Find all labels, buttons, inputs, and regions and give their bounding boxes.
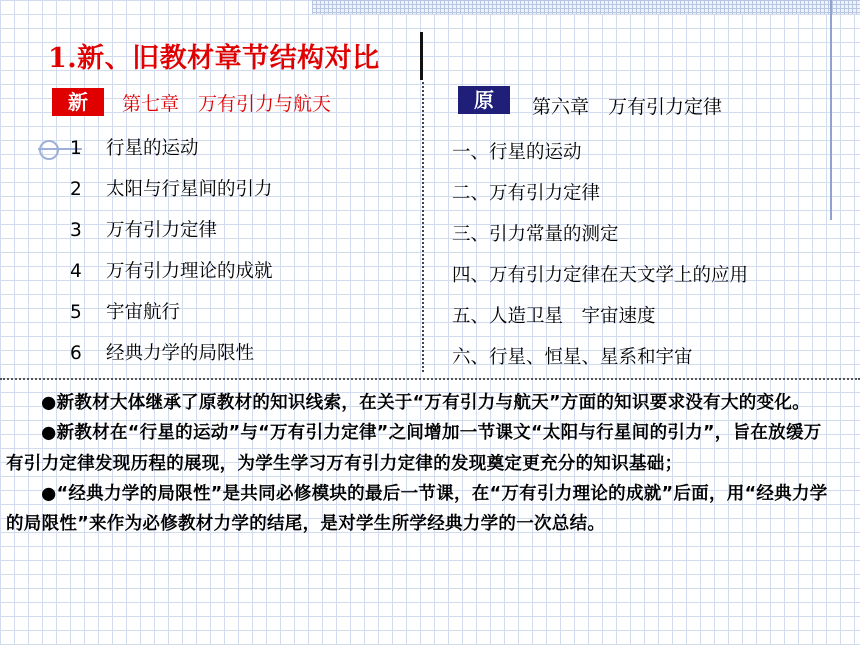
- item-label: 太阳与行星间的引力: [106, 179, 273, 200]
- item-label: 行星的运动: [106, 138, 199, 159]
- list-item: 六、行星、恒星、星系和宇宙: [452, 347, 693, 368]
- item-number: 2: [70, 179, 82, 200]
- list-item: 二、万有引力定律: [452, 183, 601, 204]
- column-divider: [422, 82, 424, 372]
- list-item: [70, 175, 273, 216]
- item-number: 5: [70, 302, 82, 323]
- note-paragraph: ●新教材在“行星的运动”与“万有引力定律”之间增加一节课文“太阳与行星间的引力”，旨在放缓万有引力定律发现历程的展现，为学生学习万有引力定律的发现奠定更充分的知识基础；: [6, 423, 822, 474]
- item-label: 万有引力定律: [106, 220, 218, 241]
- decorative-vertical-rule: [830, 0, 832, 220]
- item-label: 宇宙航行: [106, 302, 181, 323]
- notes-section: [6, 388, 836, 539]
- list-item: 一、行星的运动: [452, 142, 582, 163]
- item-number: 3: [70, 220, 82, 241]
- list-item: 三、引力常量的测定: [452, 224, 619, 245]
- page-title: 1.新、旧教材章节结构对比: [48, 43, 380, 74]
- list-item: [70, 216, 273, 257]
- new-chapter-title: 第七章 万有引力与航天: [122, 93, 332, 115]
- item-label: 万有引力理论的成就: [106, 261, 273, 282]
- header-pattern-strip: [312, 0, 860, 14]
- new-badge: 新: [52, 88, 104, 116]
- list-item: 四、万有引力定律在天文学上的应用: [452, 265, 749, 286]
- new-chapter-list: [70, 134, 273, 380]
- list-marker-icon: [38, 139, 60, 161]
- item-number: 4: [70, 261, 82, 282]
- title-divider: [420, 32, 423, 80]
- item-label: 经典力学的局限性: [106, 343, 255, 364]
- list-item: [70, 257, 273, 298]
- note-paragraph: ●新教材大体继承了原教材的知识线索，在关于“万有引力与航天”方面的知识要求没有大的变化。: [41, 393, 810, 413]
- list-item: 五、人造卫星 宇宙速度: [452, 306, 656, 327]
- list-item: [70, 298, 273, 339]
- note-paragraph: ●“经典力学的局限性”是共同必修模块的最后一节课，在“万有引力理论的成就”后面，用“经典力学的局限性”来作为必修教材力学的结尾，是对学生所学经典力学的一次总结。: [6, 483, 828, 535]
- item-number: 6: [70, 343, 82, 364]
- section-divider: [0, 378, 860, 380]
- item-number: 1: [70, 138, 82, 159]
- old-chapter-title: 第六章 万有引力定律: [532, 96, 723, 118]
- list-item: [70, 339, 273, 380]
- old-chapter-list: [452, 138, 748, 384]
- list-item: [70, 134, 273, 175]
- old-badge: 原: [458, 86, 510, 114]
